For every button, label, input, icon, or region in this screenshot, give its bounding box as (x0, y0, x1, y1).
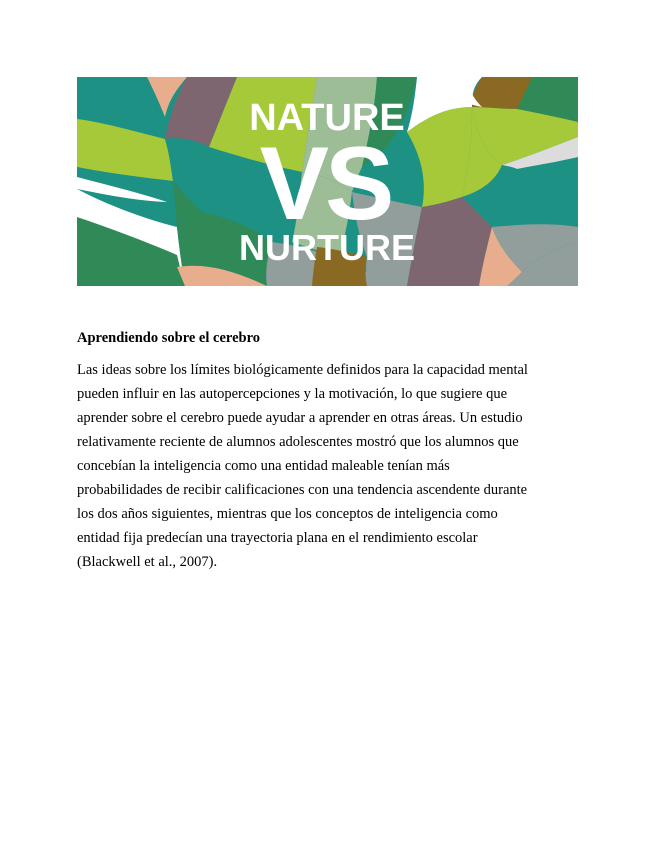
section-heading: Aprendiendo sobre el cerebro (77, 330, 260, 346)
paragraph-line: entidad fija predecían una trayectoria plana en el rendimiento escolar (77, 530, 478, 546)
banner-graphic (77, 77, 578, 286)
banner-word-vs: VS (259, 126, 391, 242)
paragraph-line: Las ideas sobre los límites biológicamente definidos para la capacidad mental (77, 362, 528, 378)
paragraph-line: los dos años siguientes, mientras que los conceptos de inteligencia como (77, 506, 498, 522)
nature-vs-nurture-banner (77, 77, 578, 286)
paragraph-line: aprender sobre el cerebro puede ayudar a aprender en otras áreas. Un estudio (77, 410, 523, 426)
body-paragraph (77, 358, 582, 574)
banner-word-nurture: NURTURE (239, 227, 415, 268)
banner-word-nature: NATURE (249, 97, 405, 139)
paragraph-line: probabilidades de recibir calificaciones con una tendencia ascendente durante (77, 482, 528, 498)
paragraph-line: (Blackwell et al., 2007). (77, 554, 218, 570)
paragraph-line: pueden influir en las autopercepciones y la motivación, lo que sugiere que (77, 386, 508, 402)
paragraph-line: concebían la inteligencia como una entidad maleable tenían más (77, 458, 450, 474)
paragraph-line: relativamente reciente de alumnos adolescentes mostró que los alumnos que (77, 434, 519, 450)
